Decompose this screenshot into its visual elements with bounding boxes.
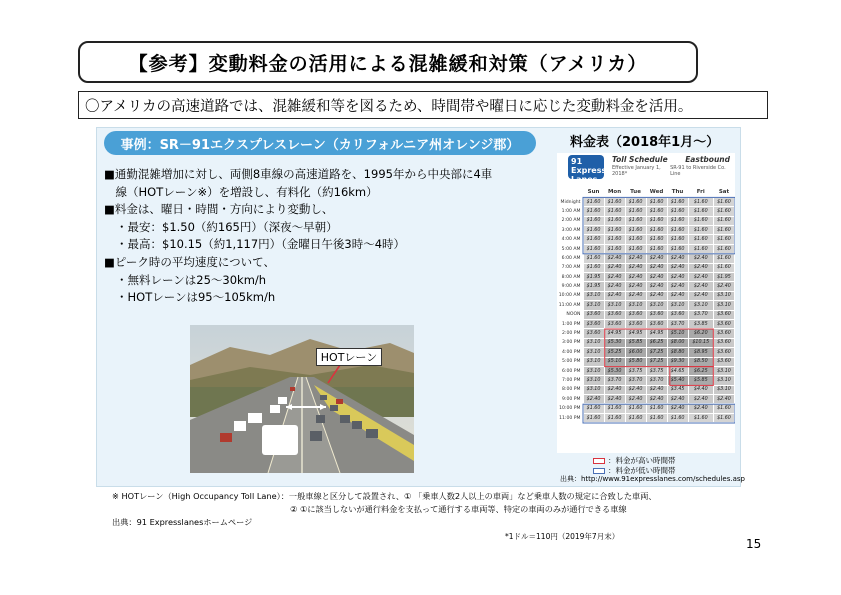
toll-cell: $5.30: [604, 366, 625, 375]
legend-high: [593, 456, 676, 466]
toll-cell: $2.40: [667, 254, 688, 263]
toll-cell: $3.70: [646, 376, 667, 385]
toll-cell: $3.10: [583, 385, 604, 394]
time-cell: Midnight: [560, 199, 581, 205]
toll-cell: $3.60: [713, 348, 734, 357]
toll-cell: $2.40: [713, 395, 734, 404]
toll-cell: $1.60: [688, 197, 713, 206]
bullet-line: ・HOTレーンは95～105km/h: [116, 290, 276, 305]
toll-cell: $1.60: [667, 244, 688, 253]
toll-cell: $2.40: [604, 291, 625, 300]
toll-cell: $1.60: [646, 404, 667, 413]
toll-cell: $3.10: [667, 301, 688, 310]
toll-cell: $3.60: [713, 338, 734, 347]
toll-cell: $3.45: [667, 385, 688, 394]
toll-cell: $1.60: [646, 216, 667, 225]
toll-cell: $2.40: [667, 404, 688, 413]
footnote-line-2: ② ①に該当しないが通行料金を支払って通行する車両等、特定の車両のみが通行できる車線: [290, 504, 627, 514]
toll-cell: $3.10: [713, 291, 734, 300]
toll-cell: $3.85: [688, 319, 713, 328]
toll-cell: $5.10: [604, 357, 625, 366]
toll-cell: $2.40: [688, 263, 713, 272]
toll-cell: $1.60: [604, 413, 625, 422]
time-cell: 9:00 AM: [561, 284, 581, 290]
toll-cell: $3.10: [583, 301, 604, 310]
toll-cell: $2.40: [625, 385, 646, 394]
toll-cell: $2.40: [667, 291, 688, 300]
toll-cell: $4.95: [625, 329, 646, 338]
toll-cell: $1.60: [646, 413, 667, 422]
toll-cell: $3.70: [667, 319, 688, 328]
toll-cell: $1.60: [583, 197, 604, 206]
hot-lane-label: HOTレーン: [316, 348, 382, 366]
toll-cell: $1.60: [625, 244, 646, 253]
day-header: Sun: [587, 189, 600, 196]
day-header: Wed: [649, 189, 664, 196]
toll-schedule-header: [612, 155, 730, 177]
bullet-line: ■料金は、曜日・時間・方向により変動し、: [104, 202, 334, 217]
toll-cell: $4.95: [604, 329, 625, 338]
toll-cell: $5.30: [604, 338, 625, 347]
route-label: SR-91 to Riverside Co. Line: [670, 165, 726, 177]
toll-cell: $1.60: [667, 197, 688, 206]
source-note: 出典：91 Expresslanesホームページ: [112, 517, 253, 527]
toll-cell: $1.60: [604, 404, 625, 413]
toll-cell: $3.10: [713, 376, 734, 385]
toll-cell: $1.60: [625, 207, 646, 216]
toll-cell: $3.60: [667, 310, 688, 319]
time-cell: 7:00 PM: [561, 378, 581, 383]
bullet-line: ■通勤混雑増加に対し、両側8車線の高速道路を、1995年から中央部に4車: [104, 167, 493, 181]
toll-cell: $3.10: [713, 301, 734, 310]
toll-cell: $2.40: [646, 282, 667, 291]
toll-cell: $1.60: [667, 207, 688, 216]
toll-cell: $2.40: [604, 273, 625, 282]
toll-cell: $3.10: [583, 376, 604, 385]
toll-cell: $1.60: [625, 216, 646, 225]
toll-cell: $3.70: [625, 376, 646, 385]
day-header: Tue: [630, 189, 641, 196]
toll-cell: $6.00: [625, 348, 646, 357]
toll-cell: $1.60: [583, 235, 604, 244]
time-cell: 10:00 AM: [558, 293, 581, 299]
toll-cell: $1.60: [713, 207, 734, 216]
toll-cell: $3.60: [625, 319, 646, 328]
toll-cell: $1.60: [713, 244, 734, 253]
toll-cell: $1.60: [583, 404, 604, 413]
toll-schedule-heading: Toll Schedule: [612, 155, 668, 164]
toll-cell: $3.60: [604, 319, 625, 328]
day-header: Thu: [671, 189, 684, 196]
toll-cell: $2.40: [667, 263, 688, 272]
toll-cell: $1.60: [713, 263, 734, 272]
toll-cell: $2.40: [604, 385, 625, 394]
toll-cell: $2.40: [688, 404, 713, 413]
time-cell: 5:00 AM: [561, 246, 581, 252]
time-cell: 6:00 AM: [561, 255, 581, 261]
footnote: [112, 490, 657, 516]
page-title: 【参考】変動料金の活用による混雑緩和対策（アメリカ）: [78, 41, 698, 83]
time-cell: 5:00 PM: [561, 359, 581, 365]
toll-cell: $3.60: [583, 319, 604, 328]
toll-cell: $3.60: [713, 357, 734, 366]
toll-cell: $8.95: [688, 348, 713, 357]
toll-cell: $2.40: [646, 395, 667, 404]
toll-cell: $1.60: [625, 197, 646, 206]
day-header: Sat: [718, 189, 730, 196]
toll-cell: $1.60: [646, 197, 667, 206]
toll-cell: $6.25: [646, 338, 667, 347]
express-lanes-logo: 91 Express Lanes: [568, 155, 604, 179]
toll-cell: $9.30: [667, 357, 688, 366]
low-rate-outline: [583, 197, 735, 253]
toll-cell: $1.60: [583, 254, 604, 263]
toll-cell: $1.60: [688, 207, 713, 216]
time-cell: 4:00 PM: [561, 349, 581, 355]
toll-cell: $3.10: [583, 348, 604, 357]
low-rate-outline: [583, 404, 735, 423]
toll-cell: $1.60: [583, 207, 604, 216]
toll-cell: $1.60: [713, 404, 734, 413]
toll-cell: $2.40: [688, 291, 713, 300]
toll-cell: $3.60: [713, 329, 734, 338]
toll-cell: $2.40: [625, 263, 646, 272]
toll-cell: $3.70: [604, 376, 625, 385]
toll-cell: $1.60: [625, 404, 646, 413]
high-rate-outline: [605, 329, 714, 367]
toll-cell: $1.60: [583, 226, 604, 235]
toll-cell: $3.10: [604, 301, 625, 310]
toll-cell: $2.40: [646, 291, 667, 300]
day-header: Fri: [696, 189, 705, 196]
toll-cell: $4.95: [646, 329, 667, 338]
fee-legend: [593, 456, 676, 476]
toll-cell: $2.40: [583, 395, 604, 404]
toll-cell: $1.60: [583, 244, 604, 253]
toll-cell: $2.40: [646, 254, 667, 263]
toll-cell: $3.10: [625, 301, 646, 310]
toll-cell: $2.40: [688, 282, 713, 291]
toll-cell: $2.40: [604, 263, 625, 272]
toll-cell: $2.40: [688, 395, 713, 404]
toll-cell: $1.60: [583, 216, 604, 225]
bullet-line: ・最高：$10.15（約1,117円）（金曜日午後3時～4時）: [116, 237, 406, 252]
toll-cell: $1.60: [713, 197, 734, 206]
toll-cell: $1.60: [713, 216, 734, 225]
toll-cell: $1.60: [713, 413, 734, 422]
time-cell: 6:00 PM: [561, 368, 581, 374]
toll-cell: $1.60: [713, 226, 734, 235]
toll-cell: $2.40: [646, 263, 667, 272]
toll-cell: $1.95: [713, 273, 734, 282]
toll-cell: $3.10: [583, 338, 604, 347]
toll-cell: $2.40: [667, 273, 688, 282]
toll-cell: $2.40: [646, 385, 667, 394]
toll-cell: $8.80: [667, 348, 688, 357]
bullet-line: 線（HOTレーン※）を増設し、有料化（約16km）: [104, 184, 378, 199]
toll-cell: $1.60: [667, 216, 688, 225]
time-cell: 2:00 AM: [561, 218, 581, 224]
toll-cell: $3.75: [646, 366, 667, 375]
toll-cell: $8.00: [667, 338, 688, 347]
page-number: 15: [746, 537, 762, 551]
toll-cell: $1.60: [646, 235, 667, 244]
toll-cell: $3.10: [713, 385, 734, 394]
toll-cell: $2.40: [667, 395, 688, 404]
toll-cell: $1.60: [604, 207, 625, 216]
toll-cell: $1.60: [604, 235, 625, 244]
time-cell: 11:00 AM: [558, 302, 581, 308]
toll-cell: $5.25: [604, 348, 625, 357]
legend-low-text: ：料金が低い時間帯: [608, 466, 676, 475]
toll-cell: $5.80: [625, 357, 646, 366]
toll-cell: $4.40: [688, 385, 713, 394]
toll-cell: $3.10: [583, 357, 604, 366]
bullet-line: ・最安：$1.50（約165円）（深夜～早朝）: [116, 219, 338, 234]
toll-cell: $1.60: [625, 226, 646, 235]
summary-statement: 〇アメリカの高速道路では、混雑緩和等を図るため、時間帯や曜日に応じた変動料金を活用。: [78, 91, 768, 119]
time-cell: 2:00 PM: [561, 331, 581, 337]
toll-cell: $1.60: [604, 197, 625, 206]
legend-high-text: ：料金が高い時間帯: [608, 456, 676, 465]
toll-cell: $3.10: [583, 291, 604, 300]
toll-cell: $3.75: [625, 366, 646, 375]
toll-cell: $2.40: [646, 273, 667, 282]
toll-cell: $3.60: [713, 319, 734, 328]
toll-cell: $8.50: [688, 357, 713, 366]
toll-cell: $2.40: [625, 254, 646, 263]
toll-cell: $1.95: [583, 273, 604, 282]
fee-table-source: 出典：http://www.91expresslanes.com/schedules.asp: [560, 475, 745, 483]
toll-cell: $7.25: [646, 357, 667, 366]
toll-cell: $5.85: [688, 376, 713, 385]
toll-cell: $1.60: [583, 413, 604, 422]
toll-cell: $2.40: [625, 395, 646, 404]
toll-cell: $2.40: [688, 273, 713, 282]
toll-cell: $1.60: [667, 226, 688, 235]
legend-high-swatch: [593, 458, 605, 464]
toll-cell: $3.60: [604, 310, 625, 319]
toll-cell: $1.60: [688, 235, 713, 244]
toll-cell: $6.25: [688, 366, 713, 375]
toll-cell: $1.60: [604, 244, 625, 253]
time-cell: 1:00 PM: [561, 321, 581, 327]
toll-cell: $1.60: [646, 226, 667, 235]
fee-table-title: 料金表（2018年1月～）: [570, 135, 720, 150]
time-cell: 8:00 AM: [561, 274, 581, 280]
toll-cell: $4.65: [667, 366, 688, 375]
toll-cell: $7.25: [646, 348, 667, 357]
time-cell: 7:00 AM: [561, 265, 581, 271]
toll-cell: $6.20: [688, 329, 713, 338]
effective-date: Effective January 1, 2018*: [612, 165, 661, 177]
toll-cell: $10.15: [688, 338, 713, 347]
toll-cell: $1.60: [688, 413, 713, 422]
toll-cell: $3.60: [646, 319, 667, 328]
toll-cell: $2.40: [604, 254, 625, 263]
exchange-rate-note: *1ドル＝110円（2019年7月末）: [505, 532, 620, 541]
case-header: 事例：SR－91エクスプレスレーン（カリフォルニア州オレンジ郡）: [104, 131, 536, 155]
toll-cell: $1.60: [625, 235, 646, 244]
time-cell: 11:00 PM: [559, 415, 581, 421]
toll-cell: $1.60: [688, 244, 713, 253]
toll-cell: $1.60: [667, 235, 688, 244]
toll-cell: $1.60: [583, 263, 604, 272]
day-header: Mon: [607, 189, 622, 196]
time-cell: 9:00 PM: [561, 396, 581, 402]
toll-cell: $3.10: [583, 366, 604, 375]
toll-cell: $2.40: [713, 282, 734, 291]
toll-cell: $1.60: [667, 413, 688, 422]
toll-cell: $1.60: [604, 226, 625, 235]
toll-cell: $3.70: [688, 310, 713, 319]
toll-cell: $3.10: [646, 301, 667, 310]
toll-cell: $3.60: [625, 310, 646, 319]
toll-highlight-overlay: [557, 188, 735, 428]
toll-cell: $1.60: [688, 226, 713, 235]
toll-cell: $3.60: [713, 310, 734, 319]
time-cell: 3:00 AM: [561, 227, 581, 233]
toll-cell: $2.40: [667, 282, 688, 291]
footnote-line-1: ※ HOTレーン（High Occupancy Toll Lane）：一般車線と区分して設置され、① 「乗車人数2人以上の車両」など乗車人数の規定に合致した車両、: [112, 491, 657, 501]
toll-cell: $1.60: [713, 235, 734, 244]
toll-cell: $2.40: [625, 282, 646, 291]
toll-cell: $1.60: [646, 244, 667, 253]
toll-cell: $2.40: [604, 395, 625, 404]
time-cell: NOON: [566, 312, 581, 318]
time-cell: 10:00 PM: [559, 406, 581, 412]
toll-cell: $5.10: [667, 329, 688, 338]
toll-cell: $5.85: [625, 338, 646, 347]
toll-cell: $2.40: [625, 273, 646, 282]
bullet-line: ■ピーク時の平均速度について、: [104, 254, 275, 269]
toll-cell: $5.40: [667, 376, 688, 385]
toll-cell: $2.40: [688, 254, 713, 263]
toll-cell: $1.60: [688, 216, 713, 225]
toll-cell: $3.10: [713, 366, 734, 375]
time-cell: 8:00 PM: [561, 387, 581, 393]
time-cell: 4:00 AM: [561, 237, 581, 243]
high-rate-outline: [670, 367, 713, 386]
toll-cell: $1.95: [583, 282, 604, 291]
time-cell: 3:00 PM: [561, 340, 581, 346]
time-cell: 1:00 AM: [561, 208, 581, 214]
bullet-line: ・無料レーンは25～30km/h: [116, 272, 267, 287]
toll-cell: $2.40: [604, 282, 625, 291]
direction-label: Eastbound: [685, 155, 730, 164]
toll-cell: $3.60: [583, 310, 604, 319]
toll-cell: $3.60: [646, 310, 667, 319]
case-description: [104, 166, 544, 307]
toll-cell: $2.40: [625, 291, 646, 300]
toll-cell: $3.60: [583, 329, 604, 338]
toll-cell: $1.60: [604, 216, 625, 225]
toll-cell: $3.10: [688, 301, 713, 310]
toll-cell: $1.60: [646, 207, 667, 216]
toll-cell: $1.60: [625, 413, 646, 422]
toll-cell: $1.60: [713, 254, 734, 263]
